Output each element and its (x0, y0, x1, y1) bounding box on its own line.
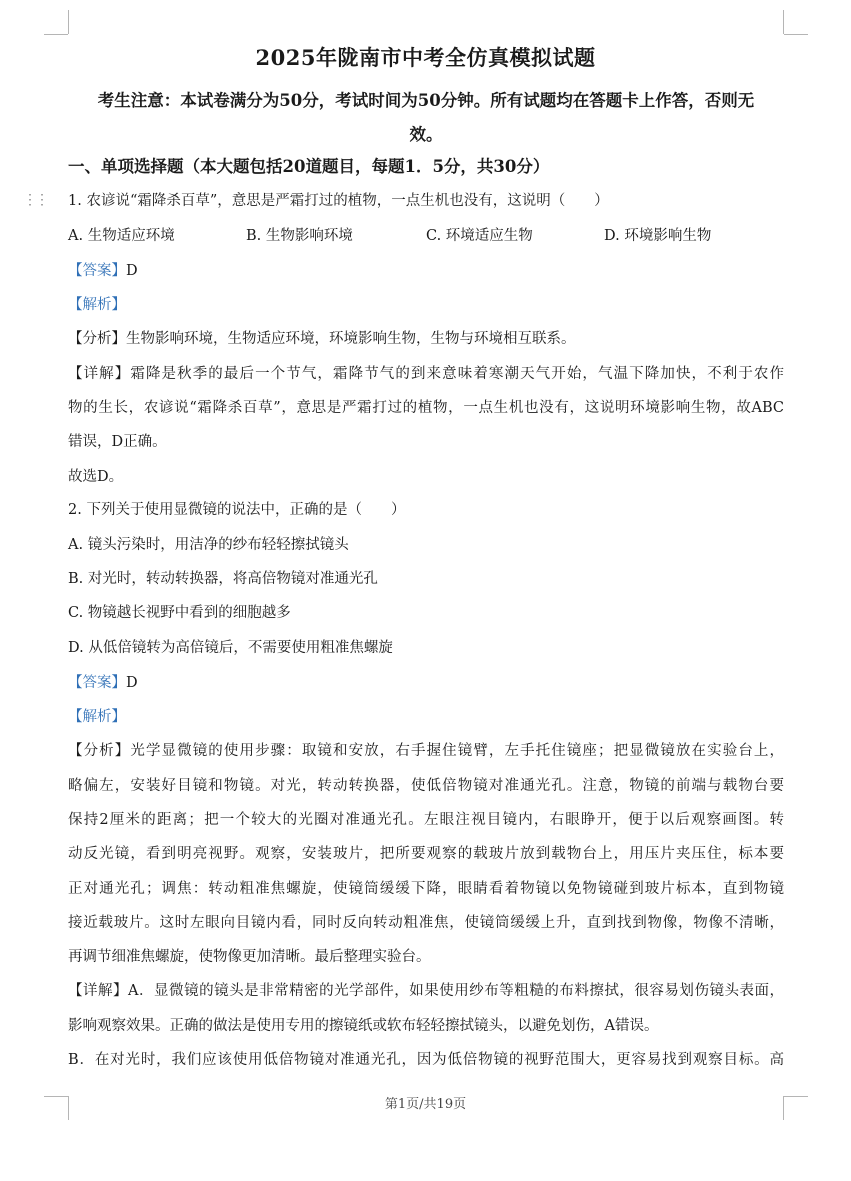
question-1-option-d: D. 环境影响生物 (604, 228, 712, 244)
question-2-option-d: D. 从低倍镜转为高倍镜后，不需要使用粗准焦螺旋 (68, 640, 393, 656)
answer-tag: 【答案】 (68, 263, 126, 279)
question-2-option-a: A. 镜头污染时，用洁净的纱布轻轻擦拭镜头 (68, 537, 349, 553)
question-2-fenxi-line-2: 略偏左，安装好目镜和物镜。对光，转动转换器，使低倍物镜对准通光孔。注意，物镜的前端与载物台要 (68, 778, 784, 794)
fenxi-tag: 【分析】 (68, 331, 126, 347)
question-2-fenxi-line-6: 接近载玻片。这时左眼向目镜内看，同时反向转动粗准焦，使镜筒缓缓上升，直到找到物像，物像不清晰， (68, 915, 784, 931)
crop-mark-top-right-h (784, 34, 808, 35)
drag-handle-icon[interactable]: ⋮⋮ (23, 192, 47, 208)
question-1-fenxi (68, 327, 784, 348)
answer-value: D (126, 675, 138, 691)
detail-text: A．显微镜的镜头是非常精密的光学部件，如果使用纱布等粗糙的布料擦拭，很容易划伤镜头表面， (128, 983, 785, 999)
answer-value: D (126, 263, 138, 279)
crop-mark-top-left-h (44, 34, 68, 35)
question-1-detail-line-2: 物的生长，农谚说“霜降杀百草”，意思是严霜打过的植物，一点生机也没有，这说明环境影响生物，故ABC (68, 400, 784, 416)
analysis-tag: 【解析】 (68, 709, 126, 725)
question-1-analysis-heading (68, 293, 784, 314)
question-2-option-b: B. 对光时，转动转换器，将高倍物镜对准通光孔 (68, 571, 378, 587)
question-1-detail-line-3: 错误，D正确。 (68, 434, 167, 450)
notice-line-1: 考生注意：本试卷满分为50分，考试时间为50分钟。所有试题均在答题卡上作答，否则无 (97, 91, 755, 110)
question-2-fenxi-line-5: 正对通光孔；调焦：转动粗准焦螺旋，使镜筒缓缓下降，眼睛看着物镜以免物镜碰到玻片标本，直到物镜 (68, 881, 784, 897)
detail-tag: 【详解】 (68, 983, 129, 999)
question-2-stem: 2. 下列关于使用显微镜的说法中，正确的是（ ） (68, 502, 406, 518)
answer-tag: 【答案】 (68, 675, 126, 691)
question-2-answer (68, 671, 784, 692)
question-1-choose: 故选D。 (68, 469, 124, 485)
question-1-option-a: A. 生物适应环境 (68, 228, 175, 244)
question-2-fenxi-line-1 (68, 739, 784, 760)
question-2-fenxi-line-7: 再调节细准焦螺旋，使物像更加清晰。最后整理实验台。 (68, 949, 431, 965)
detail-text: 霜降是秋季的最后一个节气，霜降节气的到来意味着寒潮天气开始，气温下降加快，不利于农作 (130, 366, 784, 382)
fenxi-tag: 【分析】 (68, 743, 131, 759)
question-2-option-c: C. 物镜越长视野中看到的细胞越多 (68, 605, 291, 621)
page-title: 2025年陇南市中考全仿真模拟试题 (255, 45, 596, 70)
question-1-stem: 1. 农谚说“霜降杀百草”，意思是严霜打过的植物，一点生机也没有，这说明（ ） (68, 193, 609, 209)
crop-mark-top-left-v (68, 10, 69, 34)
fenxi-text: 生物影响环境，生物适应环境，环境影响生物，生物与环境相互联系。 (126, 331, 576, 347)
analysis-tag: 【解析】 (68, 297, 126, 313)
question-2-fenxi-line-4: 动反光镜，看到明亮视野。观察，安装玻片，把所要观察的载玻片放到载物台上，用压片夹压住，标本要 (68, 846, 784, 862)
question-1-answer (68, 259, 784, 280)
fenxi-text: 光学显微镜的使用步骤：取镜和安放，右手握住镜臂，左手托住镜座；把显微镜放在实验台上， (130, 743, 784, 759)
question-2-detail-line-3: B．在对光时，我们应该使用低倍物镜对准通光孔，因为低倍物镜的视野范围大，更容易找到观察目标。高 (68, 1052, 784, 1068)
notice-line-2: 效。 (409, 125, 443, 144)
crop-mark-top-right-v (783, 10, 784, 34)
question-2-fenxi-line-3: 保持2厘米的距离；把一个较大的光圈对准通光孔。左眼注视目镜内，右眼睁开，便于以后观察画图。转 (68, 812, 784, 828)
page-footer: 第1页/共19页 (384, 1097, 467, 1112)
question-2-detail-line-2: 影响观察效果。正确的做法是使用专用的擦镜纸或软布轻轻擦拭镜头，以避免划伤，A错误。 (68, 1018, 659, 1034)
exam-notice (68, 84, 784, 152)
question-2-detail-line-1 (68, 979, 784, 1000)
question-2-analysis-heading (68, 705, 784, 726)
question-1-option-b: B. 生物影响环境 (246, 228, 353, 244)
section-heading: 一、单项选择题（本大题包括20道题目，每题1．5分，共30分） (68, 157, 550, 176)
detail-tag: 【详解】 (68, 366, 131, 382)
question-1-detail-line-1 (68, 362, 784, 383)
question-1-option-c: C. 环境适应生物 (426, 228, 533, 244)
